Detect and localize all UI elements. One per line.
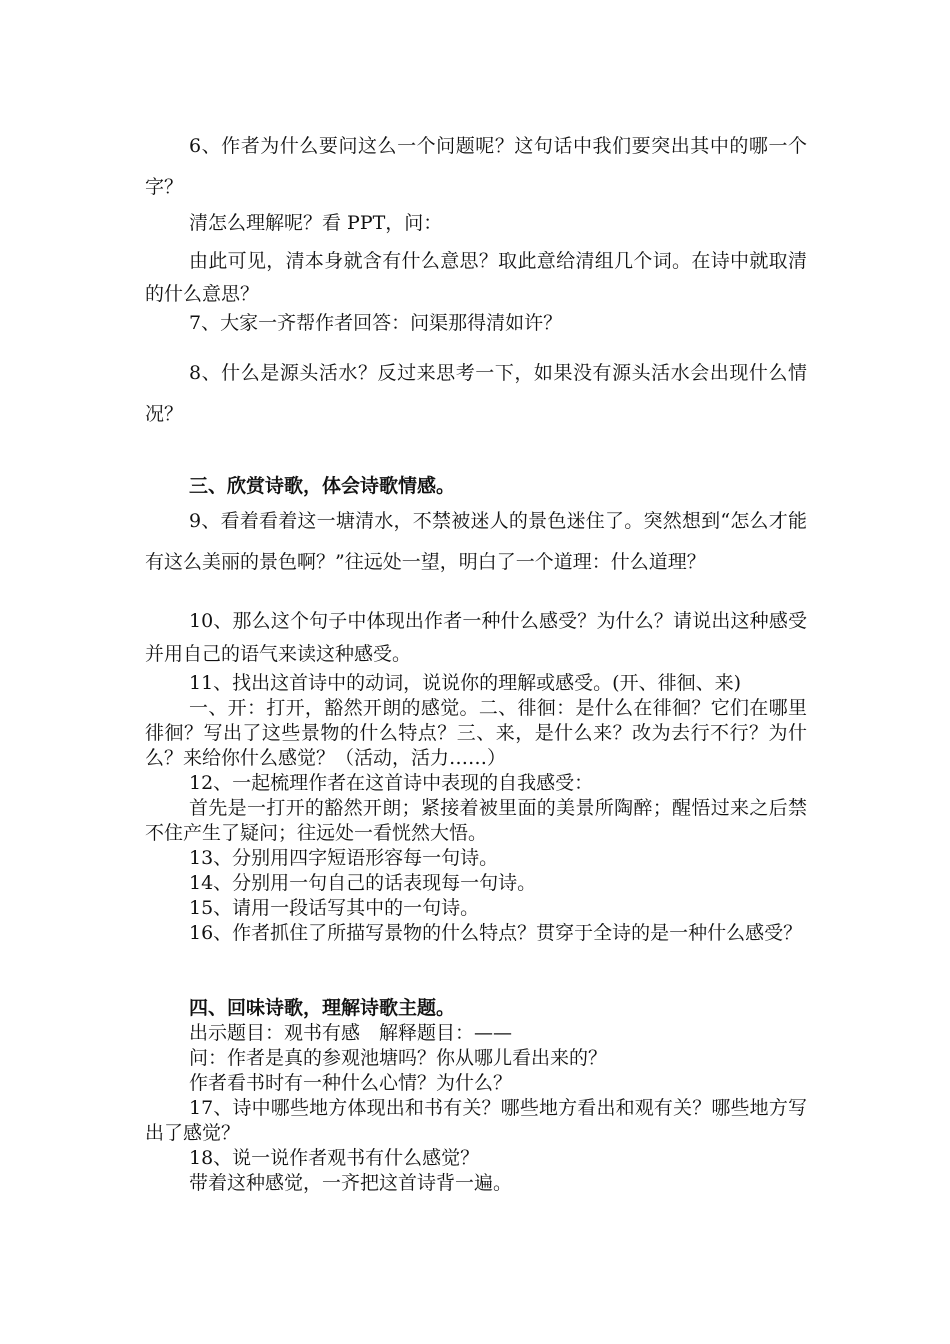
paragraph-question-9: 9、看着看着这一塘清水，不禁被迷人的景色迷住了。突然想到“怎么才能有这么美丽的景色啊？”往远处一望，明白了一个道理：什么道理？ [145, 510, 807, 573]
paragraph-question-8: 8、什么是源头活水？反过来思考一下，如果没有源头活水会出现什么情况？ [145, 362, 807, 425]
paragraph-question-7: 7、大家一齐帮作者回答：问渠那得清如许？ [189, 312, 563, 334]
paragraph-question-17: 17、诗中哪些地方体现出和书有关？哪些地方看出和观有关？哪些地方写出了感觉？ [145, 1097, 807, 1144]
section-heading-4: 四、回味诗歌，理解诗歌主题。 [189, 997, 456, 1019]
paragraph-reading-mood: 作者看书时有一种什么心情？为什么？ [189, 1072, 513, 1094]
paragraph-question-13: 13、分别用四字短语形容每一句诗。 [189, 847, 499, 869]
section-heading-3: 三、欣赏诗歌，体会诗歌情感。 [189, 475, 456, 497]
paragraph-question-14: 14、分别用一句自己的话表现每一句诗。 [189, 872, 537, 894]
paragraph-question-6: 6、作者为什么要问这么一个问题呢？这句话中我们要突出其中的哪一个字？ [145, 135, 807, 198]
paragraph-question-11: 11、找出这首诗中的动词，说说你的理解或感受。(开、徘徊、来) [189, 672, 742, 694]
paragraph-question-18: 18、说一说作者观书有什么感觉？ [189, 1147, 480, 1169]
paragraph-ask-pond: 问：作者是真的参观池塘吗？你从哪儿看出来的？ [189, 1047, 608, 1069]
paragraph-feelings-summary: 首先是一打开的豁然开朗；紧接着被里面的美景所陶醉；醒悟过来之后禁不住产生了疑问；往远处一看恍然大悟。 [145, 797, 807, 844]
paragraph-question-12: 12、一起梳理作者在这首诗中表现的自我感受： [189, 772, 594, 794]
paragraph-title-explanation: 出示题目：观书有感 解释题目：—— [189, 1022, 513, 1044]
paragraph-verb-analysis: 一、开：打开，豁然开朗的感觉。二、徘徊：是什么在徘徊？它们在哪里徘徊？写出了这些景物的什么特点？三、来，是什么来？改为去行不行？为什么？来给你什么感觉？（活动，活力……） [145, 697, 807, 769]
paragraph-question-10: 10、那么这个句子中体现出作者一种什么感受？为什么？请说出这种感受并用自己的语气来读这种感受。 [145, 610, 807, 665]
paragraph-recite: 带着这种感觉，一齐把这首诗背一遍。 [189, 1172, 513, 1194]
paragraph-ppt-note: 清怎么理解呢？看 PPT，问： [189, 212, 443, 234]
paragraph-meaning-of-qing: 由此可见，清本身就含有什么意思？取此意给清组几个词。在诗中就取清的什么意思？ [145, 250, 807, 305]
paragraph-question-16: 16、作者抓住了所描写景物的什么特点？贯穿于全诗的是一种什么感受？ [189, 922, 803, 944]
paragraph-question-15: 15、请用一段话写其中的一句诗。 [189, 897, 480, 919]
